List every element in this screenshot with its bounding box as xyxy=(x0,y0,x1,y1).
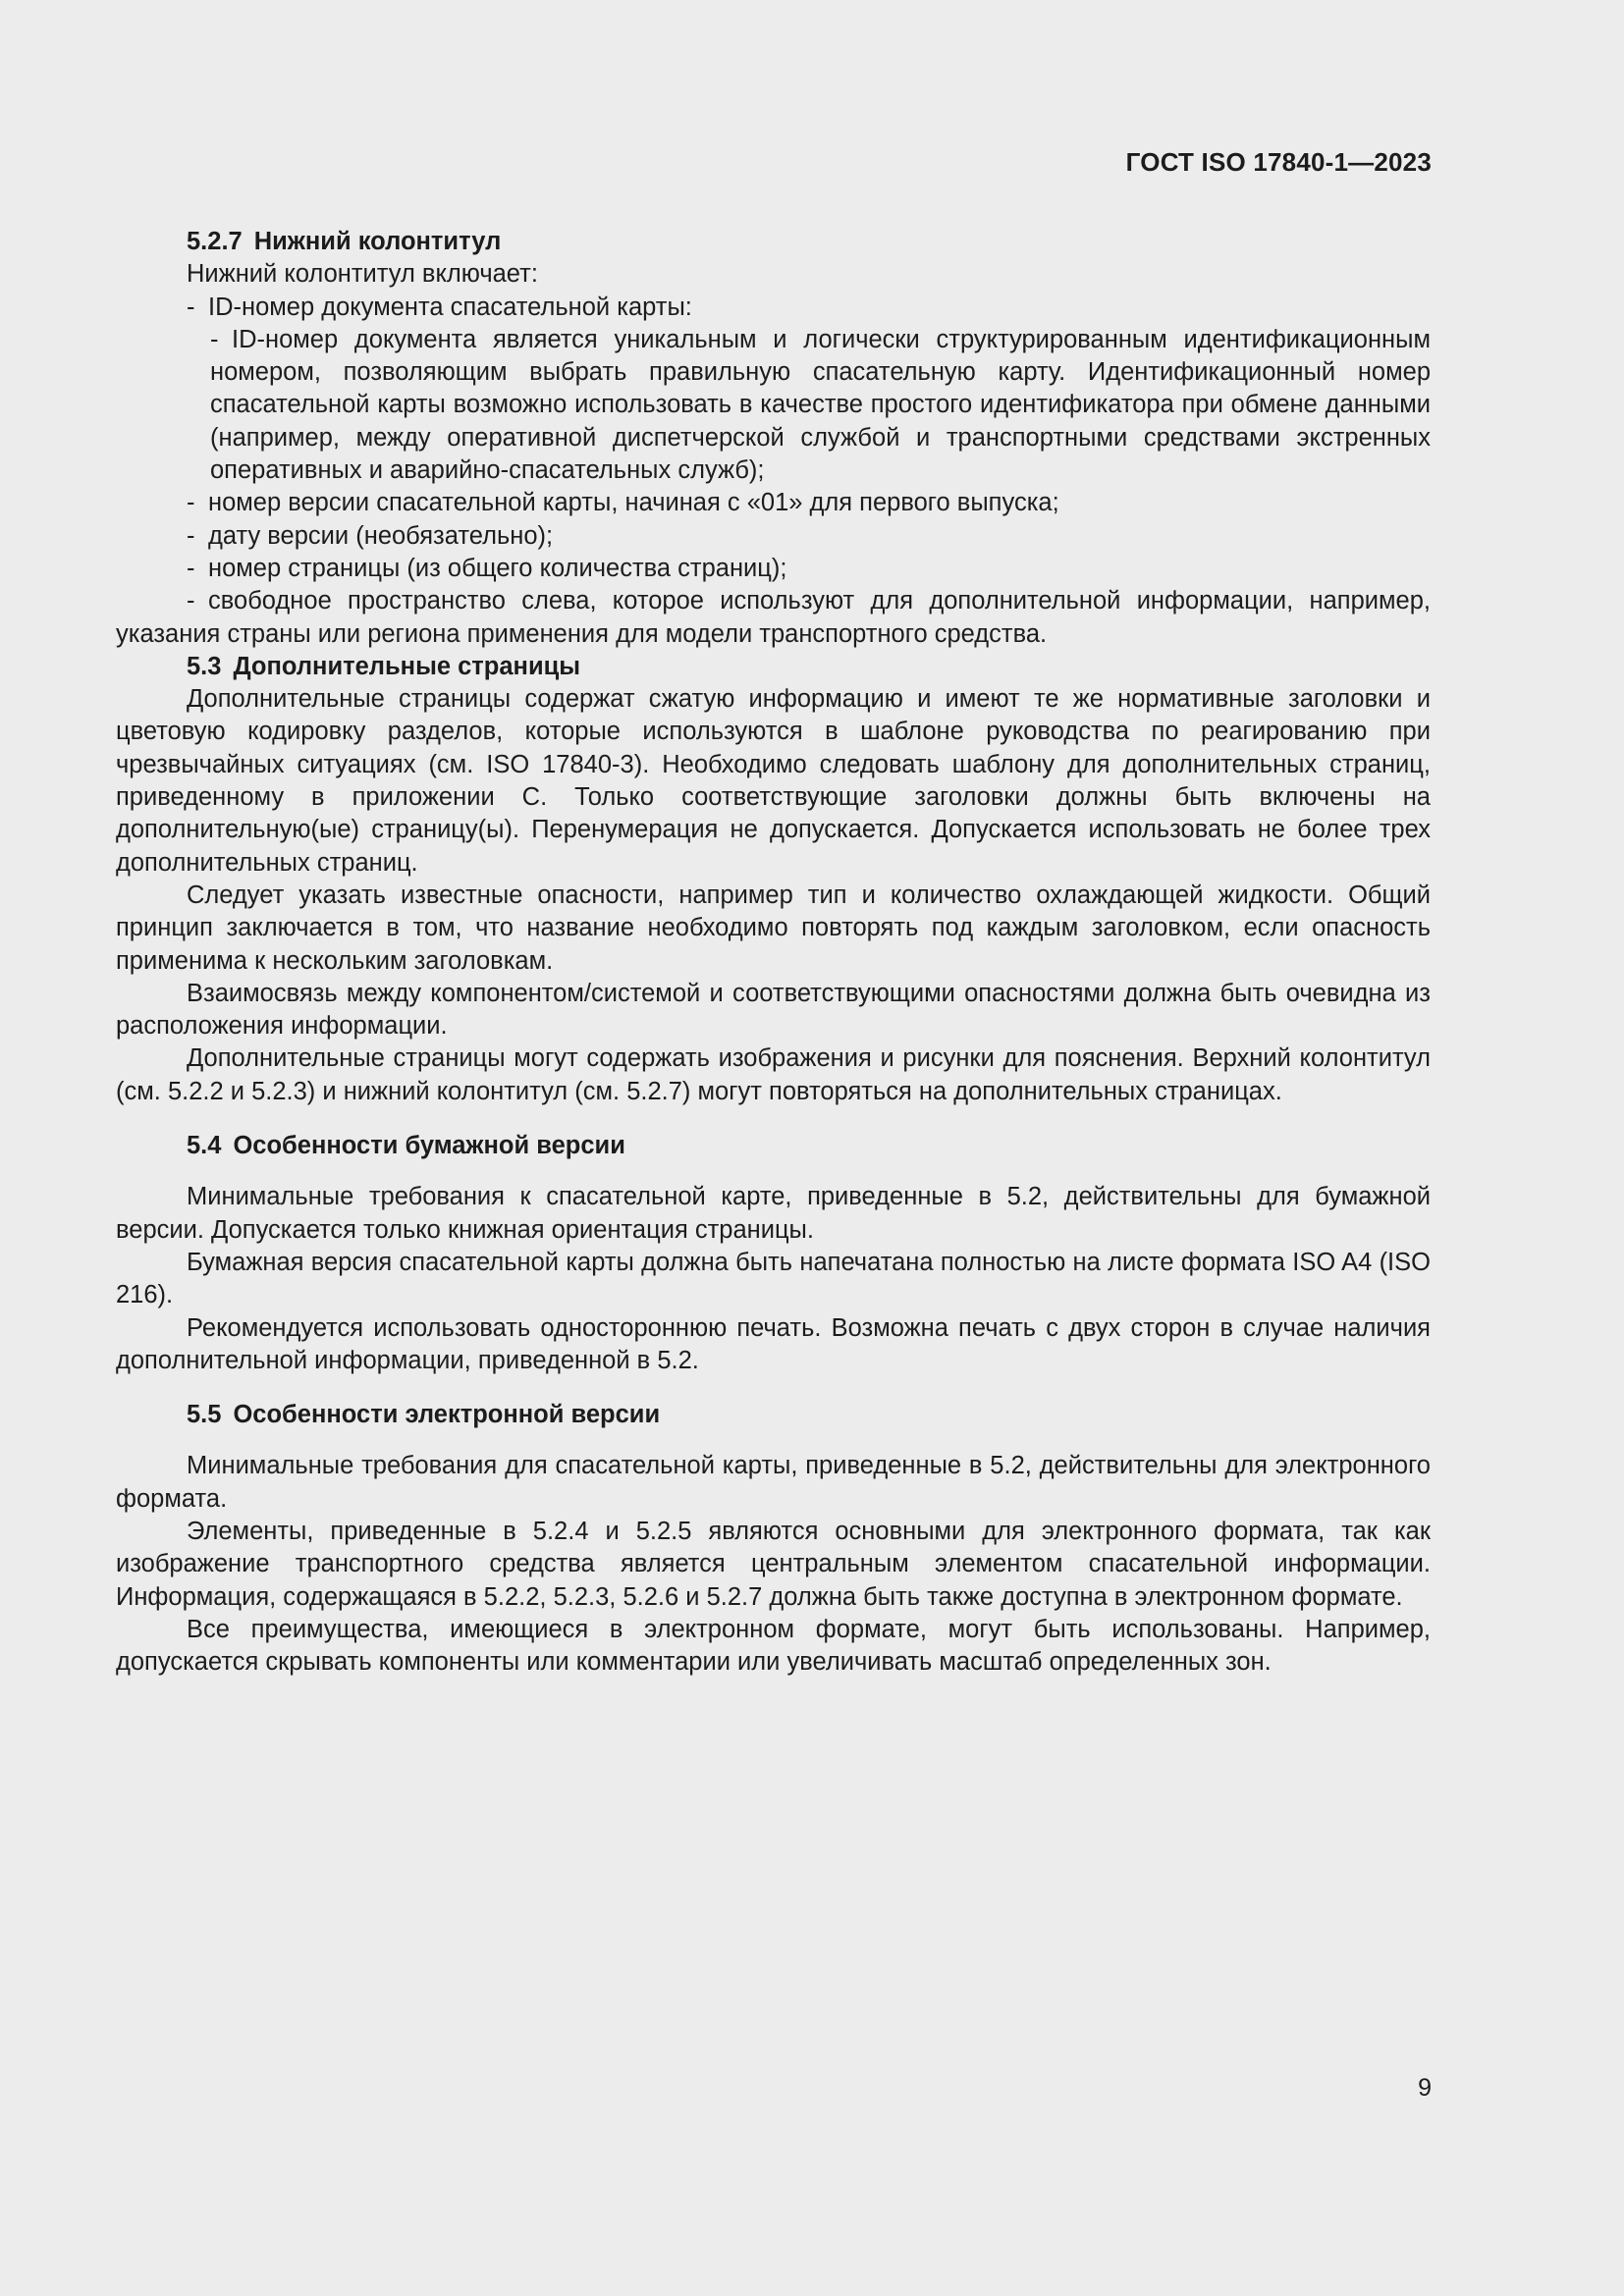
paragraph: Минимальные требования к спасательной карте, приведенные в 5.2, действительны для бумажной версии. Допускается только книжная ориентация страницы. xyxy=(116,1183,1431,1244)
list-item: - номер страницы (из общего количества страниц); xyxy=(187,554,787,582)
paragraph: Дополнительные страницы могут содержать изображения и рисунки для пояснения. Верхний колонтитул (см. 5.2.2 и 5.2.3) и нижний колонтитул (см. 5.2.7) могут повторяться на дополнительных страницах. xyxy=(116,1044,1431,1105)
section-heading-5-3 xyxy=(116,651,1431,683)
section-title: Дополнительные страницы xyxy=(233,652,581,680)
section-title: Нижний колонтитул xyxy=(253,228,502,255)
list-item: - ID-номер документа спасательной карты: xyxy=(187,293,692,321)
section-heading-5-5 xyxy=(116,1399,1431,1431)
paragraph: Дополнительные страницы содержат сжатую информацию и имеют те же нормативные заголовки и цветовую кодировку разделов, которые используются в шаблоне руководства по реагированию при чрезвычайных ситуациях (см. ISO 17840-3). Необходимо следовать шаблону для дополнительных страниц, приведенному в приложении С. Только соответствующие заголовки должны быть включены на дополнительную(ые) страницу(ы). Перенумерация не допускается. Допускается использовать не более трех дополнительных страниц. xyxy=(116,685,1431,877)
list-item: - свободное пространство слева, которое используют для дополнительной информации, например, указания страны или региона применения для модели транспортного средства. xyxy=(116,587,1431,648)
paragraph: Рекомендуется использовать одностороннюю печать. Возможна печать с двух сторон в случае наличия дополнительной информации, приведенной в 5.2. xyxy=(116,1313,1431,1374)
section-heading-5-4 xyxy=(116,1130,1431,1162)
section-title: Особенности бумажной версии xyxy=(233,1132,625,1160)
section-heading-5-2-7 xyxy=(116,226,1431,258)
section-title: Особенности электронной версии xyxy=(233,1401,661,1429)
page-body xyxy=(116,226,1431,1679)
list-item: - номер версии спасательной карты, начиная с «01» для первого выпуска; xyxy=(187,489,1059,517)
paragraph: Следует указать известные опасности, например тип и количество охлаждающей жидкости. Общий принцип заключается в том, что название необходимо повторять под каждым заголовком, если опасность применима к нескольким заголовкам. xyxy=(116,881,1431,975)
section-number: 5.5 xyxy=(187,1401,222,1429)
page-number: 9 xyxy=(1418,2074,1432,2102)
paragraph: Нижний колонтитул включает: xyxy=(187,260,538,289)
paragraph: Минимальные требования для спасательной карты, приведенные в 5.2, действительны для электронного формата. xyxy=(116,1452,1431,1513)
paragraph: Бумажная версия спасательной карты должна быть напечатана полностью на листе формата ISO A4 (ISO 216). xyxy=(116,1248,1431,1309)
paragraph: Взаимосвязь между компонентом/системой и соответствующими опасностями должна быть очевидна из расположения информации. xyxy=(116,979,1431,1041)
section-number: 5.4 xyxy=(187,1132,222,1160)
paragraph: Все преимущества, имеющиеся в электронном формате, могут быть использованы. Например, допускается скрывать компоненты или комментарии или увеличивать масштаб определенных зон. xyxy=(116,1615,1431,1677)
section-number: 5.3 xyxy=(187,652,222,680)
list-item: - дату версии (необязательно); xyxy=(187,521,554,550)
paragraph: Элементы, приведенные в 5.2.4 и 5.2.5 являются основными для электронного формата, так как изображение транспортного средства является центральным элементом спасательной информации. Информация, содержащаяся в 5.2.2, 5.2.3, 5.2.6 и 5.2.7 должна быть также доступна в электронном формате. xyxy=(116,1517,1431,1611)
sub-list-item: - ID-номер документа является уникальным и логически структурированным идентификационным номером, позволяющим выбрать правильную спасательную карту. Идентификационный номер спасательной карты возможно использовать в качестве простого идентификатора при обмене данными (например, между оперативной диспетчерской службой и транспортными средствами экстренных оперативных и аварийно-спасательных служб); xyxy=(210,325,1431,485)
document-code: ГОСТ ISO 17840-1—2023 xyxy=(1125,147,1432,177)
section-number: 5.2.7 xyxy=(187,228,243,255)
